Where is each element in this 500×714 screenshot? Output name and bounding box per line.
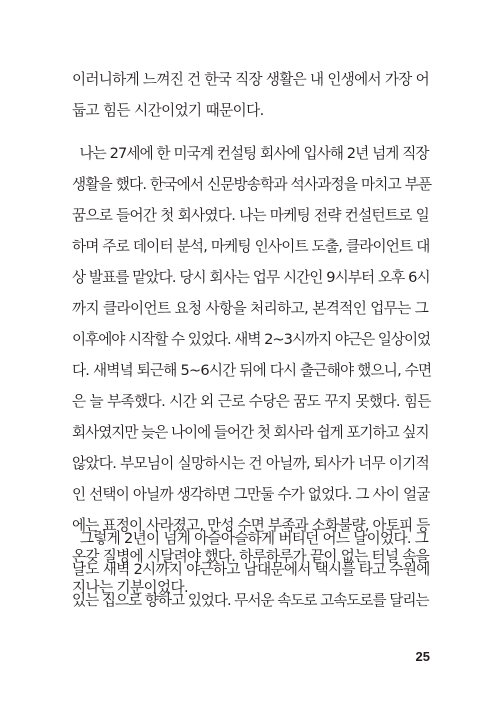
text-line: 회사였지만 늦은 나이에 들어간 첫 회사라 쉽게 포기하고 싶지 — [72, 424, 429, 441]
paragraph-1 — [72, 64, 430, 126]
text-line: 날도 새벽 2시까지 야근하고 남대문에서 택시를 타고 수원에 — [72, 561, 430, 578]
text-line: 인 선택이 아닐까 생각하면 그만둘 수가 없었다. 그 사이 얼굴 — [72, 486, 430, 503]
text-line: 이러니하게 느껴진 건 한국 직장 생활은 내 인생에서 가장 어 — [72, 71, 429, 88]
text-line: 그렇게 2년이 넘게 아슬아슬하게 버티던 어느 날이었다. 그 — [72, 530, 429, 547]
text-line: 까지 클라이언트 요청 사항을 처리하고, 본격적인 업무는 그 — [72, 300, 429, 317]
text-line: 둡고 힘든 시간이었기 때문이다. — [72, 102, 264, 119]
text-line: 생활을 했다. 한국에서 신문방송학과 석사과정을 마치고 부푼 — [72, 176, 432, 193]
text-line: 꿈으로 들어간 첫 회사였다. 나는 마케팅 전략 컨설턴트로 일 — [72, 207, 429, 224]
text-line: 온갖 질병에 시달려야 했다. 하루하루가 끝이 없는 터널 속을 — [72, 548, 429, 565]
text-line: 상 발표를 맡았다. 당시 회사는 업무 시간인 9시부터 오후 6시 — [72, 269, 430, 286]
text-line: 에는 표정이 사라졌고, 만성 수면 부족과 소화불량, 아토피 등 — [72, 517, 430, 534]
paragraph-3 — [72, 523, 430, 616]
text-line: 다. 새벽녘 퇴근해 5~6시간 뒤에 다시 출근해야 했으니, 수면 — [72, 362, 432, 379]
page-number: 25 — [415, 649, 430, 664]
text-line: 하며 주로 데이터 분석, 마케팅 인사이트 도출, 클라이언트 대 — [72, 238, 430, 255]
text-line: 나는 27세에 한 미국계 컨설팅 회사에 입사해 2년 넘게 직장 — [72, 145, 429, 162]
text-line: 않았다. 부모님이 실망하시는 건 아닐까, 퇴사가 너무 이기적 — [72, 455, 429, 472]
text-line: 은 늘 부족했다. 시간 외 근로 수당은 꿈도 꾸지 못했다. 힘든 — [72, 393, 431, 410]
text-line: 지나는 기분이었다. — [72, 579, 189, 596]
text-line: 이후에야 시작할 수 있었다. 새벽 2~3시까지 야근은 일상이었 — [72, 331, 431, 348]
text-line: 있는 집으로 향하고 있었다. 무서운 속도로 고속도로를 달리는 — [72, 592, 429, 609]
